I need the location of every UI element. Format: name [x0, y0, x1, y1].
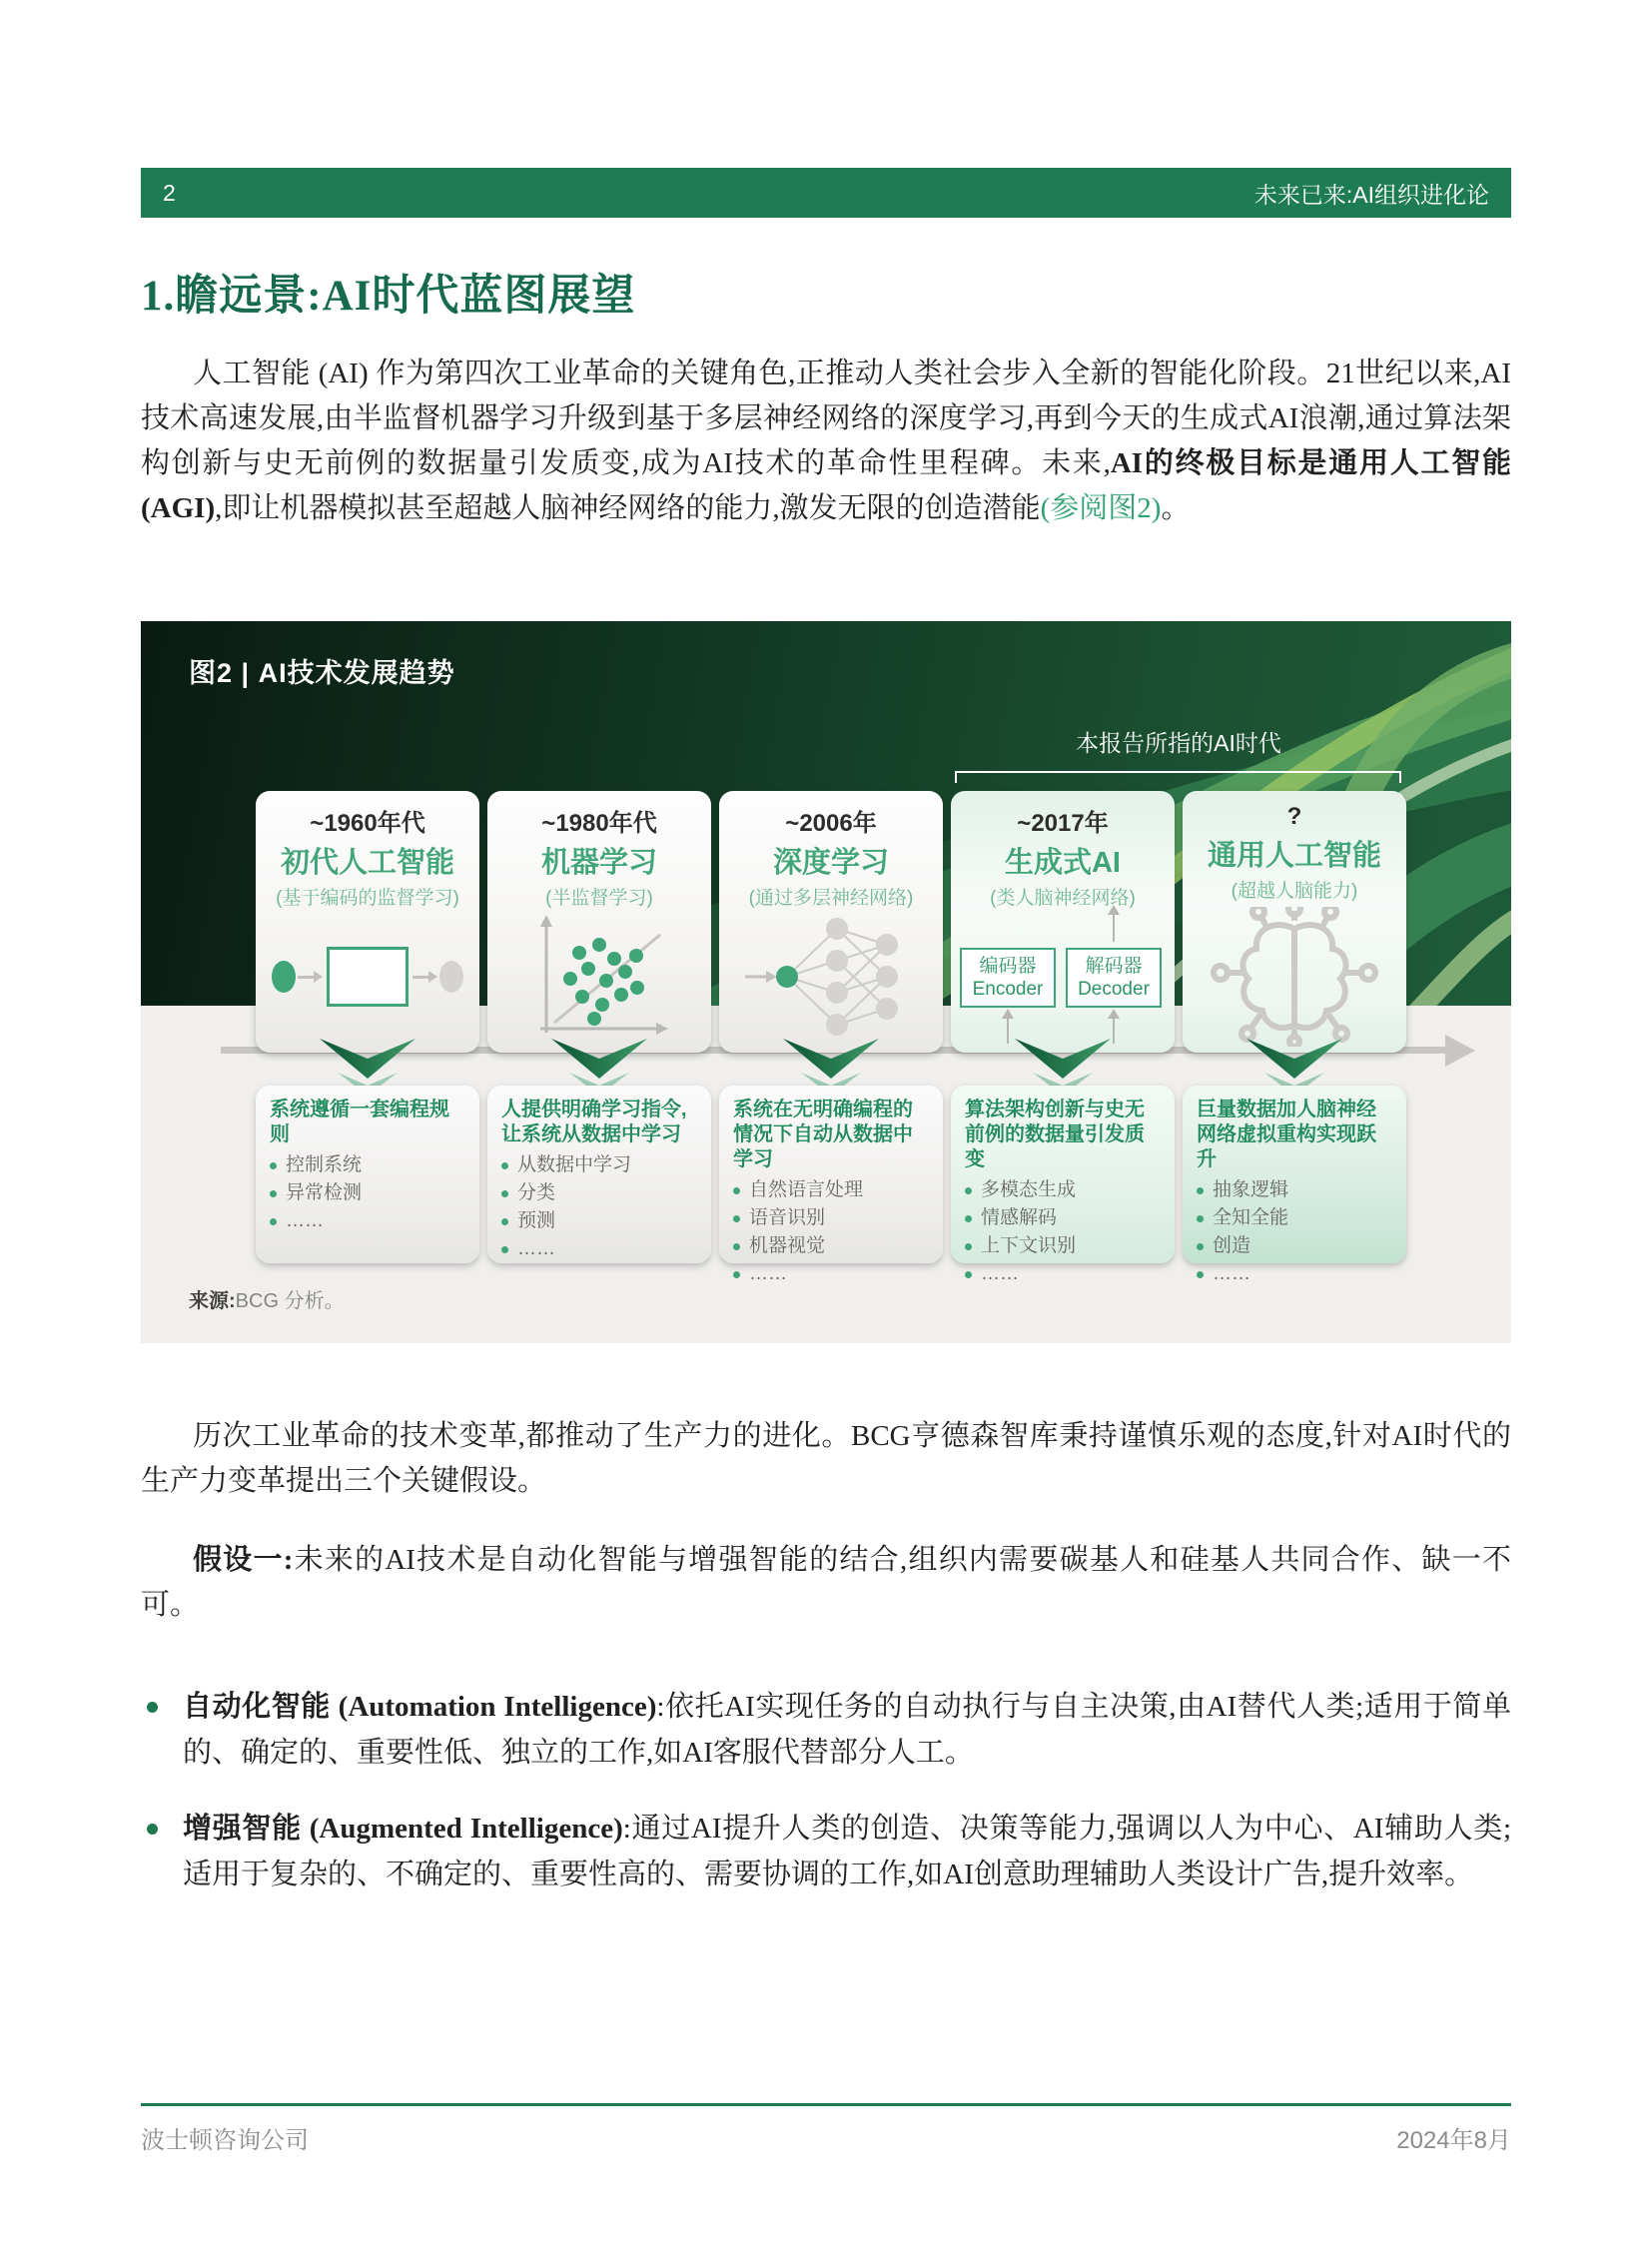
page-header-bar [141, 168, 1511, 218]
hypothesis-label: 假设一: [193, 1544, 294, 1576]
card-subtitle: (半监督学习) [545, 888, 653, 909]
intro-text-end: 。 [1161, 492, 1191, 524]
hypothesis-text: 未来的AI技术是自动化智能与增强智能的结合,组织内需要碳基人和硅基人共同合作、缺一不可。 [141, 1544, 1511, 1621]
desc-bullet: 自然语言处理 [733, 1176, 931, 1204]
card-year: ~1980年代 [541, 810, 657, 837]
decoder-box [1066, 948, 1162, 1008]
figure-2-reference-link[interactable]: (参阅图2) [1040, 492, 1162, 524]
intro-text-2: ,即让机器模拟甚至超越人脑神经网络的能力,激发无限的创造潜能 [215, 492, 1041, 524]
decoder-label-cn: 解码器 [1085, 956, 1143, 977]
card-title: 机器学习 [540, 847, 657, 879]
bullet-augmented-intelligence [141, 1806, 1511, 1897]
card-year: ~2017年 [1017, 810, 1109, 837]
output-dot [439, 961, 463, 993]
intelligence-bullet-list [141, 1684, 1511, 1897]
figure-card-1980s [487, 791, 711, 1053]
desc-bullet: 情感解码 [965, 1204, 1163, 1232]
desc-bullet-list [733, 1176, 931, 1288]
encoder-decoder-icon [951, 909, 1175, 1045]
desc-bullet: 分类 [501, 1179, 699, 1207]
source-label: 来源: [189, 1290, 236, 1312]
intro-text-bold: AI的终极目标是通用人工智能 (AGI) [141, 447, 1511, 524]
timeline-arrowhead-icon [1445, 1035, 1475, 1067]
figure-card-agi [1183, 791, 1406, 1053]
page-number: 2 [163, 179, 176, 206]
figure-desc-agi [1183, 1086, 1406, 1284]
desc-bullet: 多模态生成 [965, 1176, 1163, 1204]
desc-bullet: 上下文识别 [965, 1232, 1163, 1260]
bullet-automation-intelligence [141, 1684, 1511, 1776]
card-subtitle: (通过多层神经网络) [748, 888, 914, 909]
encoder-label-cn: 编码器 [979, 956, 1037, 977]
figure-card-1960s [256, 791, 479, 1053]
section-title: 1.瞻远景:AI时代蓝图展望 [141, 273, 636, 320]
desc-bullet: 控制系统 [270, 1151, 467, 1179]
card-title: 初代人工智能 [280, 847, 454, 879]
desc-bullet: 抽象逻辑 [1197, 1176, 1394, 1204]
desc-title: 系统遵循一套编程规则 [270, 1099, 449, 1145]
desc-title: 人提供明确学习指令,让系统从数据中学习 [501, 1099, 687, 1145]
desc-bullet: …… [1197, 1260, 1394, 1288]
desc-bullet: …… [733, 1260, 931, 1288]
card-title: 通用人工智能 [1207, 840, 1381, 872]
desc-bullet-list [1197, 1176, 1394, 1288]
desc-bullet: 创造 [1197, 1232, 1394, 1260]
brain-circuit-icon [1183, 909, 1406, 1045]
bullet-definition: :通过AI提升人类的创造、决策等能力,强调以人为中心、AI辅助人类;适用于复杂的、不确定的、重要性高的、需要协调的工作,如AI创意助理辅助人类设计广告,提升效率。 [183, 1813, 1511, 1890]
neural-network-icon [719, 909, 943, 1045]
figure-2 [141, 621, 1511, 1343]
intro-paragraph [141, 352, 1511, 531]
flow-diagram-icon [256, 909, 479, 1045]
desc-bullet: …… [270, 1207, 467, 1235]
scatter-plot-icon [487, 909, 711, 1045]
figure-source [189, 1284, 345, 1313]
header-title: 未来已来:AI组织进化论 [1253, 181, 1489, 208]
encoder-box [960, 948, 1056, 1008]
figure-card-2006 [719, 791, 943, 1053]
decoder-label-en: Decoder [1078, 979, 1150, 1000]
ai-era-label: 本报告所指的AI时代 [1076, 730, 1281, 756]
desc-bullet-list [501, 1151, 699, 1263]
figure-card-2017 [951, 791, 1175, 1053]
up-arrow-icon [1113, 914, 1115, 942]
bullet-term: 自动化智能 (Automation Intelligence) [183, 1691, 657, 1723]
paragraph-revolutions: 历次工业革命的技术变革,都推动了生产力的进化。BCG亨德森智库秉持谨慎乐观的态度,针对AI时代的生产力变革提出三个关键假设。 [141, 1420, 1511, 1497]
input-dot [272, 961, 296, 993]
card-year: ~1960年代 [310, 810, 425, 837]
ai-era-bracket [955, 771, 1401, 783]
desc-bullet-list [965, 1176, 1163, 1288]
figure-title: 图2 | AI技术发展趋势 [189, 658, 455, 688]
bullet-term: 增强智能 (Augmented Intelligence) [183, 1813, 623, 1845]
figure-desc-1980s [487, 1086, 711, 1263]
card-subtitle: (超越人脑能力) [1231, 881, 1358, 902]
desc-bullet: …… [501, 1235, 699, 1263]
desc-bullet: 语音识别 [733, 1204, 931, 1232]
bullet-definition: :依托AI实现任务的自动执行与自主决策,由AI替代人类;适用于简单的、确定的、重要性低、独立的工作,如AI客服代替部分人工。 [183, 1691, 1511, 1769]
bullet-dot-icon [147, 1824, 158, 1835]
desc-bullet: …… [965, 1260, 1163, 1288]
desc-bullet: 从数据中学习 [501, 1151, 699, 1179]
card-year: ~2006年 [785, 810, 877, 837]
intro-text-1: 人工智能 (AI) 作为第四次工业革命的关键角色,正推动人类社会步入全新的智能化阶段。21世纪以来,AI技术高速发展,由半监督机器学习升级到基于多层神经网络的深度学习,再到今天的生成式AI浪潮,通过算法架构创新与史无前例的数据量引发质变,成为AI技术的革命性里程碑。未来, [141, 358, 1511, 479]
footer-company: 波士顿咨询公司 [141, 2127, 309, 2154]
card-title: 深度学习 [772, 847, 889, 879]
card-title: 生成式AI [1004, 847, 1121, 879]
desc-title: 系统在无明确编程的情况下自动从数据中学习 [733, 1099, 913, 1170]
desc-bullet: 预测 [501, 1207, 699, 1235]
bullet-dot-icon [147, 1702, 158, 1713]
desc-title: 算法架构创新与史无前例的数据量引发质变 [965, 1099, 1145, 1170]
page-footer [141, 2103, 1511, 2155]
desc-title: 巨量数据加人脑神经网络虚拟重构实现跃升 [1197, 1099, 1376, 1170]
footer-date: 2024年8月 [1396, 2127, 1511, 2154]
up-arrow-icon [1007, 1018, 1009, 1044]
card-subtitle: (基于编码的监督学习) [276, 888, 459, 909]
desc-bullet: 机器视觉 [733, 1232, 931, 1260]
figure-desc-2006 [719, 1086, 943, 1284]
figure-desc-2017 [951, 1086, 1175, 1284]
paragraph-hypothesis-1 [141, 1538, 1511, 1628]
desc-bullet: 异常检测 [270, 1179, 467, 1207]
card-subtitle: (类人脑神经网络) [990, 888, 1136, 909]
source-text: BCG 分析。 [235, 1290, 345, 1312]
figure-desc-1960s [256, 1086, 479, 1263]
process-box [327, 947, 409, 1007]
encoder-label-en: Encoder [972, 979, 1044, 1000]
desc-bullet-list [270, 1151, 467, 1235]
desc-bullet: 全知全能 [1197, 1204, 1394, 1232]
card-year: ? [1286, 803, 1302, 830]
